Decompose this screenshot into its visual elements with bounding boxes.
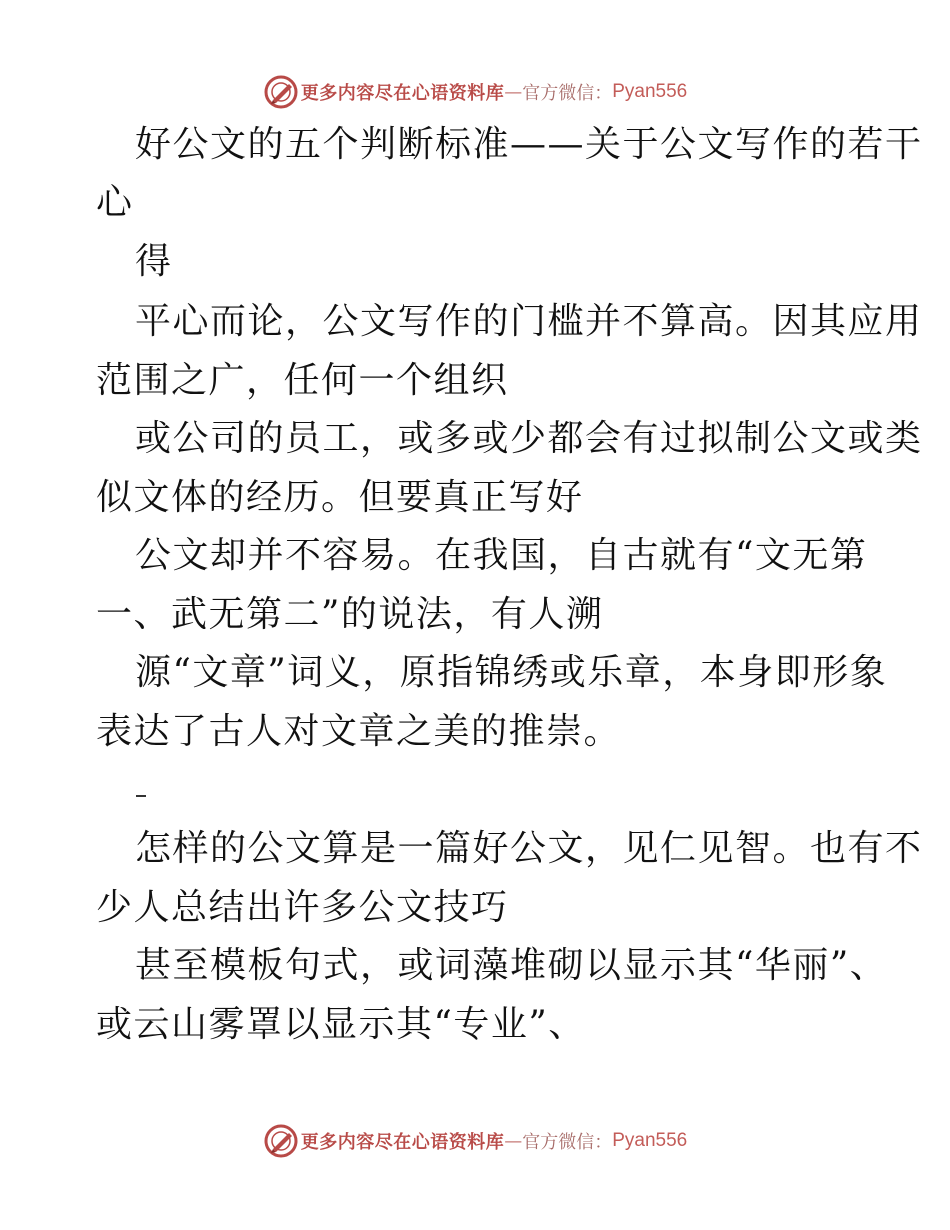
- paragraph-line: 或云山雾罩以显示其“专业”、: [96, 1004, 586, 1045]
- watermark-wechat-label: 官方微信：: [522, 83, 613, 104]
- paragraph-line: 少人总结出许多公文技巧: [96, 887, 509, 928]
- watermark-wechat-id: Pyan556: [612, 1130, 688, 1151]
- stray-dash-mark: [136, 795, 146, 797]
- watermark-brand-text: 更多内容尽在心语资料库: [300, 83, 505, 104]
- document-title-line-1: 好公文的五个判断标准——关于公文写作的若干: [135, 124, 923, 165]
- footer-watermark: [0, 1121, 950, 1161]
- watermark-separator: —: [504, 1130, 523, 1152]
- paragraph-line: 怎样的公文算是一篇好公文，见仁见智。也有不: [135, 828, 923, 869]
- watermark-brand-text: 更多内容尽在心语资料库: [300, 1132, 505, 1153]
- header-watermark: [0, 72, 950, 112]
- paragraph-line: 甚至模板句式，或词藻堆砌以显示其“华丽”、: [135, 945, 888, 986]
- watermark-wechat-label: 官方微信：: [522, 1132, 613, 1153]
- document-title-line-2: 心: [96, 182, 134, 223]
- paragraph-line: 表达了古人对文章之美的推崇。: [96, 711, 622, 752]
- document-title-line-3: 得: [135, 241, 173, 282]
- paragraph-line: 平心而论，公文写作的门槛并不算高。因其应用: [135, 301, 923, 342]
- paragraph-line: 或公司的员工，或多或少都会有过拟制公文或类: [135, 418, 923, 459]
- brand-logo-icon: [263, 74, 299, 110]
- watermark-separator: —: [504, 81, 523, 103]
- paragraph-line: 公文却并不容易。在我国，自古就有“文无第: [135, 535, 868, 576]
- paragraph-line: 范围之广，任何一个组织: [96, 360, 509, 401]
- paragraph-line: 一、武无第二”的说法，有人溯: [96, 594, 604, 635]
- paragraph-line: 似文体的经历。但要真正写好: [96, 477, 584, 518]
- watermark-wechat-id: Pyan556: [612, 81, 688, 102]
- paragraph-line: 源“文章”词义，原指锦绣或乐章，本身即形象: [135, 652, 888, 693]
- brand-logo-icon: [263, 1123, 299, 1159]
